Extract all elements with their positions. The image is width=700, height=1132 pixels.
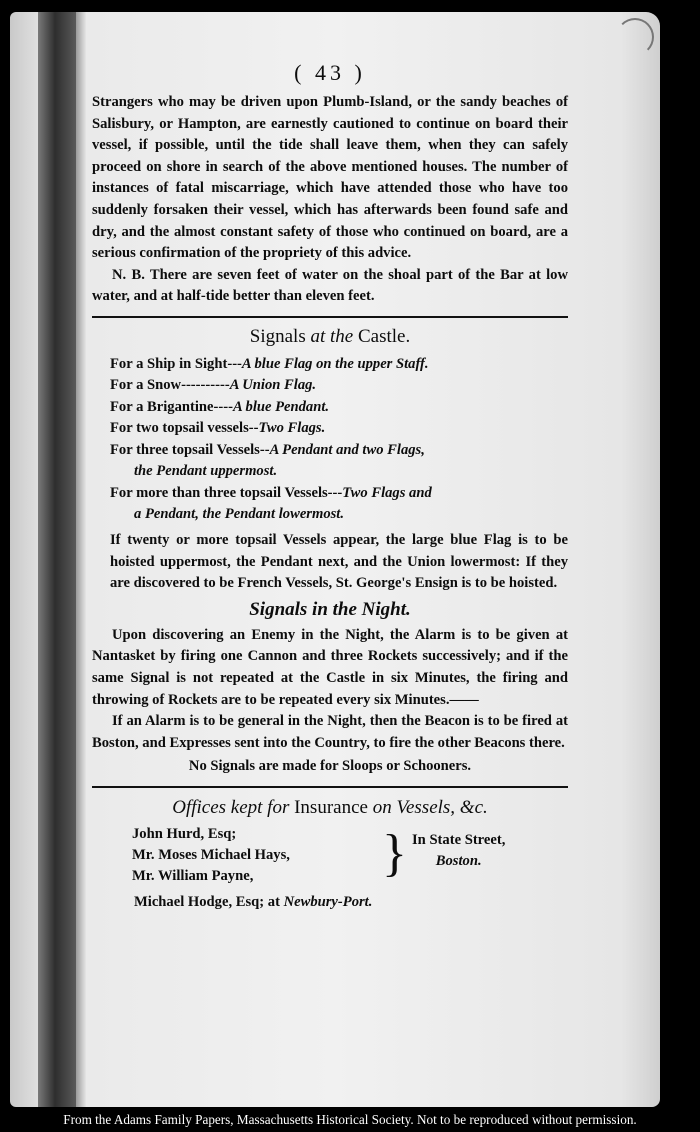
night-paragraph-1: Upon discovering an Enemy in the Night, the Alarm is to be given at Nantasket by firing one Cannon and three Rockets successively; and if the same Signal is not repeated at the Castle in six Minutes, the firing and throwing of Rockets are to be repeated every six Minutes.—— [92, 626, 568, 708]
office-name-2: Mr. Moses Michael Hays, [132, 846, 290, 863]
office-name-3: Mr. William Payne, [132, 867, 254, 884]
signal-line-more-than-three: For more than three topsail Vessels---Two Flags and [110, 484, 432, 501]
night-heading: Signals in the Night. [249, 598, 411, 620]
night-paragraph-2: If an Alarm is to be general in the Night, then the Beacon is to be fired at Boston, and Expresses sent into the Country, to fire the other Beacons there. [92, 713, 568, 751]
page-content [92, 58, 568, 913]
signal-three-continuation: the Pendant uppermost. [134, 463, 278, 480]
twenty-vessels-paragraph: If twenty or more topsail Vessels appear, the large blue Flag is to be hoisted uppermost, the Pendant next, and the Union lowermost: If they are discovered to be French Vessels, St. George's Ensign is to be hoisted. [110, 531, 568, 592]
page-curl-mark [616, 18, 654, 56]
castle-heading: Signals at the Castle. [249, 325, 411, 347]
location-city: Boston. [435, 852, 482, 869]
office-name-1: John Hurd, Esq; [132, 825, 237, 842]
page-number: ( 43 ) [294, 60, 366, 85]
offices-block [92, 824, 568, 886]
office-names [132, 824, 290, 887]
signal-line-three-topsail: For three topsail Vessels--A Pendant and two Flags, [110, 441, 425, 458]
gutter-edge [76, 12, 86, 1107]
nb-paragraph: N. B. There are seven feet of water on the shoal part of the Bar at low water, and at half-tide better than eleven feet. [92, 266, 568, 305]
newbury-office-line: Michael Hodge, Esq; at Newbury-Port. [134, 893, 373, 910]
offices-heading: Offices kept for Insurance on Vessels, &c. [172, 796, 488, 818]
brace-glyph: } [382, 824, 407, 882]
book-gutter [38, 12, 76, 1107]
signal-line-snow: For a Snow----------A Union Flag. [110, 377, 317, 394]
signal-line-ship: For a Ship in Sight---A blue Flag on the upper Staff. [110, 355, 429, 372]
copyright-footer: From the Adams Family Papers, Massachusetts Historical Society. Not to be reproduced without permission. [63, 1112, 637, 1127]
intro-paragraph: Strangers who may be driven upon Plumb-Island, or the sandy beaches of Salisbury, or Hampton, are earnestly cautioned to continue on board their vessel, if possible, until the tide shall leave them, when they can safely proceed on shore in search of the above mentioned houses. The number of instances of fatal miscarriage, which have attended those who have too suddenly forsaken their vessel, which has afterwards been found safe and dry, and the almost constant safety of those who continued on board, are a serious confirmation of the propriety of this advice. [92, 94, 568, 262]
night-paragraph-3: No Signals are made for Sloops or Schooners. [188, 758, 472, 775]
section-rule [92, 316, 568, 318]
office-location [412, 830, 505, 872]
offices-rule [92, 786, 568, 788]
location-street: In State Street, [412, 831, 506, 848]
signal-more-continuation: a Pendant, the Pendant lowermost. [134, 506, 345, 523]
signal-line-brigantine: For a Brigantine----A blue Pendant. [110, 398, 330, 415]
signal-line-two-topsail: For two topsail vessels--Two Flags. [110, 420, 326, 437]
